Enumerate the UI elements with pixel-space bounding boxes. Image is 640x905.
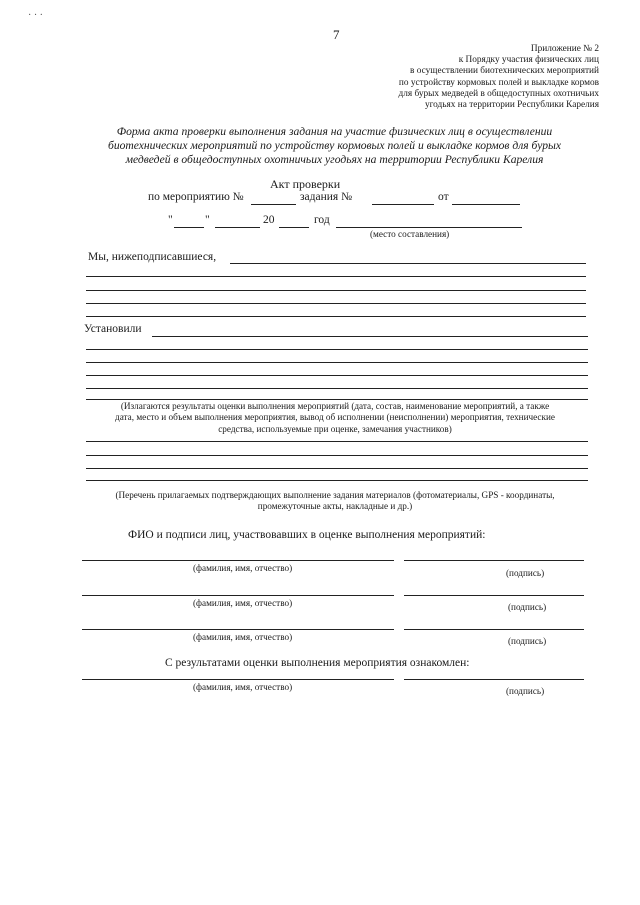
- signature-field[interactable]: [404, 629, 584, 630]
- event-number-field[interactable]: [251, 204, 296, 205]
- signatures-title: ФИО и подписи лиц, участвовавших в оценке выполнения мероприятий:: [128, 529, 486, 541]
- results-hint-line: (Излагаются результаты оценки выполнения мероприятий (дата, состав, наименование мероприятий, а также: [120, 401, 550, 411]
- established-field-line[interactable]: [86, 388, 588, 389]
- signature-hint: (подпись): [508, 602, 547, 612]
- attachments-hint-line: (Перечень прилагаемых подтверждающих выполнение задания материалов (фотоматериалы, GPS - координаты,: [115, 490, 555, 500]
- place-hint: (место составления): [370, 229, 450, 239]
- signature-field[interactable]: [404, 595, 584, 596]
- results-hint-line: дата, место и объем выполнения мероприятия, вывод об исполнении (неисполнении) мероприятия, технические: [115, 412, 555, 423]
- fio-hint: (фамилия, имя, отчество): [193, 598, 293, 608]
- appendix-block: [339, 44, 599, 111]
- established-field-line[interactable]: [86, 399, 588, 400]
- quote-open: ": [168, 214, 173, 226]
- results-hint: [82, 401, 588, 435]
- date-from-field[interactable]: [452, 204, 520, 205]
- date-from-label: от: [438, 191, 449, 203]
- signature-hint: (подпись): [506, 686, 545, 696]
- scan-marks: · · ·: [28, 10, 43, 21]
- place-field[interactable]: [336, 227, 522, 228]
- fio-hint: (фамилия, имя, отчество): [193, 682, 293, 692]
- form-title-line: Форма акта проверки выполнения задания на участие физических лиц в осуществлении: [116, 125, 553, 138]
- signed-label: Мы, нижеподписавшиеся,: [88, 251, 217, 263]
- attachments-field-line[interactable]: [86, 480, 588, 481]
- form-title-line: медведей в общедоступных охотничьих угодьях на территории Республики Карелия: [125, 153, 544, 166]
- attachments-hint-line: промежуточные акты, накладные и др.): [257, 501, 413, 512]
- signed-field-line[interactable]: [86, 316, 586, 317]
- signed-field-line[interactable]: [86, 303, 586, 304]
- attachments-field-line[interactable]: [86, 441, 588, 442]
- signature-hint: (подпись): [506, 568, 545, 578]
- signed-field-line[interactable]: [86, 290, 586, 291]
- fio-hint: (фамилия, имя, отчество): [193, 632, 293, 642]
- year-prefix: 20: [263, 214, 275, 226]
- established-field[interactable]: [152, 336, 588, 337]
- appendix-line: к Порядку участия физических лиц: [458, 55, 599, 66]
- signature-hint: (подпись): [508, 636, 547, 646]
- appendix-line: угодьях на территории Республики Карелия: [424, 100, 599, 111]
- attachments-hint: [82, 490, 588, 513]
- signed-field-line[interactable]: [86, 276, 586, 277]
- act-title: Акт проверки: [270, 177, 341, 191]
- event-number-label: по мероприятию №: [148, 191, 244, 203]
- month-field[interactable]: [215, 227, 260, 228]
- established-label: Установили: [84, 323, 142, 335]
- form-title: [82, 125, 587, 167]
- attachments-field-line[interactable]: [86, 455, 588, 456]
- day-field[interactable]: [174, 227, 204, 228]
- appendix-line: по устройству кормовых полей и выкладке кормов: [398, 77, 599, 88]
- fio-field[interactable]: [82, 629, 394, 630]
- year-label: год: [314, 214, 330, 226]
- fio-field[interactable]: [82, 679, 394, 680]
- page-number: 7: [333, 27, 340, 42]
- appendix-line: для бурых медведей в общедоступных охотничьих: [398, 88, 599, 99]
- year-field[interactable]: [279, 227, 309, 228]
- results-hint-line: средства, используемые при оценке, замечания участников): [218, 423, 452, 434]
- quote-close: ": [205, 214, 210, 226]
- task-number-field[interactable]: [372, 204, 434, 205]
- attachments-field-line[interactable]: [86, 468, 588, 469]
- task-number-label: задания №: [300, 191, 353, 203]
- signature-field[interactable]: [404, 679, 584, 680]
- signature-field[interactable]: [404, 560, 584, 561]
- acquainted-title: С результатами оценки выполнения мероприятия ознакомлен:: [165, 657, 470, 669]
- appendix-line: в осуществлении биотехнических мероприятий: [410, 66, 599, 77]
- fio-hint: (фамилия, имя, отчество): [193, 563, 293, 573]
- established-field-line[interactable]: [86, 349, 588, 350]
- fio-field[interactable]: [82, 560, 394, 561]
- appendix-line: Приложение № 2: [530, 44, 599, 54]
- fio-field[interactable]: [82, 595, 394, 596]
- established-field-line[interactable]: [86, 375, 588, 376]
- established-field-line[interactable]: [86, 362, 588, 363]
- form-title-line: биотехнических мероприятий по устройству кормовых полей и выкладке кормов для бурых: [107, 139, 562, 152]
- signed-field[interactable]: [230, 263, 586, 264]
